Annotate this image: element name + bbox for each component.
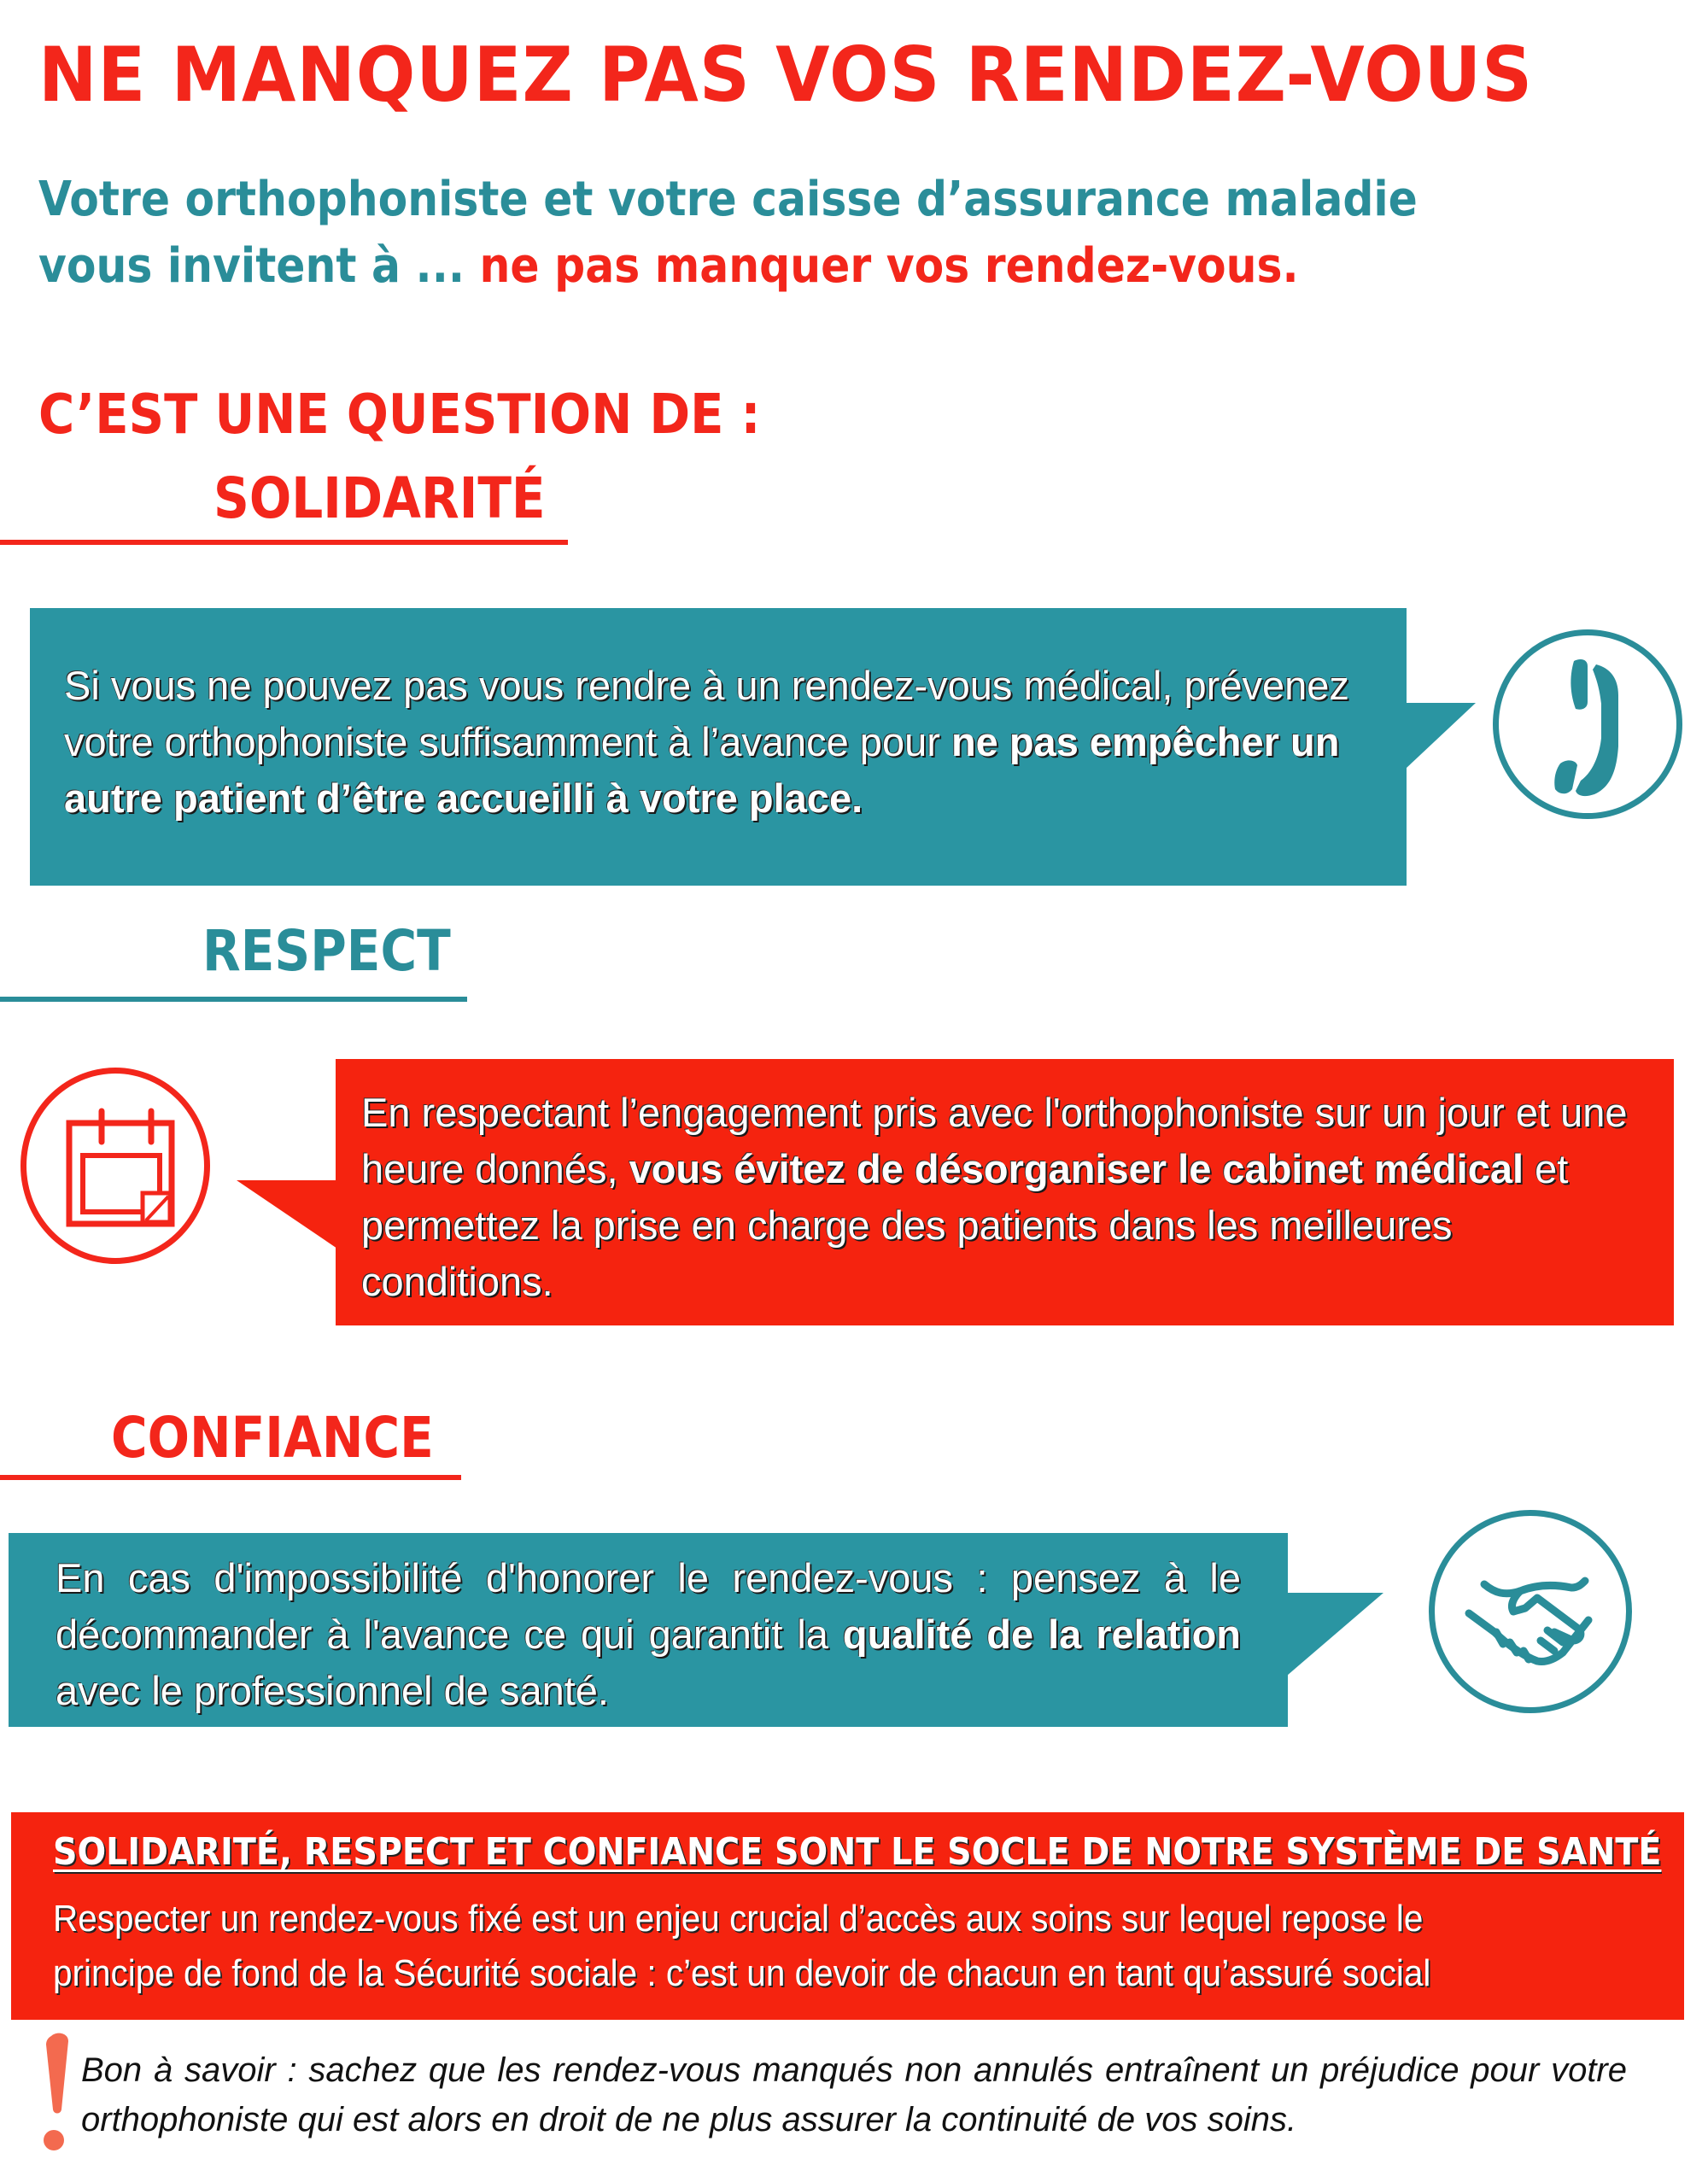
subtitle-line-1: Votre orthophoniste et votre caisse d’assurance maladie: [38, 172, 1418, 227]
callout-respect-pointer: [237, 1180, 337, 1249]
callout-confiance-text-2: avec le professionnel de santé.: [56, 1668, 609, 1713]
handshake-icon-circle: [1429, 1510, 1632, 1713]
callout-respect-bold: vous évitez de désorganiser le cabinet médical: [629, 1146, 1524, 1191]
section-divider-confiance: [0, 1475, 461, 1480]
callout-confiance-bold: qualité de la relation: [842, 1612, 1241, 1657]
calendar-icon-circle: [20, 1068, 210, 1264]
callout-solidarite-pointer: [1406, 703, 1476, 769]
question-heading: C’EST UNE QUESTION DE :: [38, 383, 761, 447]
section-divider-solidarite: [0, 540, 568, 545]
handshake-icon: [1435, 1516, 1626, 1707]
callout-solidarite-text: Si vous ne pouvez pas vous rendre à un rendez-vous médical, prévenez votre orthophoniste suffisamment à l’avance pour: [64, 663, 1349, 764]
page-title: NE MANQUEZ PAS VOS RENDEZ-VOUS: [38, 31, 1534, 119]
section-title-solidarite: SOLIDARITÉ: [214, 465, 546, 531]
subtitle-line-2: [38, 233, 1499, 300]
callout-respect-text-1: En respectant l’engagement pris avec l'orthophoniste sur un jour et une heure donnés,: [361, 1090, 1628, 1191]
subtitle-prefix: vous invitent à ...: [38, 238, 480, 294]
calendar-icon: [26, 1074, 204, 1258]
note-exclamation: [43, 2031, 72, 2159]
callout-solidarite: [30, 608, 1407, 886]
callout-solidarite-bold: ne pas empêcher un autre patient d’être accueilli à votre place.: [64, 719, 1340, 821]
callout-confiance-pointer: [1287, 1593, 1383, 1676]
page-subtitle: [38, 167, 1499, 300]
phone-icon-circle: [1493, 629, 1682, 819]
section-title-confiance: CONFIANCE: [111, 1405, 434, 1471]
section-divider-respect: [0, 997, 467, 1002]
section-title-respect: RESPECT: [202, 918, 451, 984]
callout-respect-text-2: et permettez la prise en charge des patients dans les meilleures conditions.: [361, 1146, 1569, 1304]
summary-banner-body: Respecter un rendez-vous fixé est un enjeu crucial d’accès aux soins sur lequel repose le principe de fond de la Sécurité sociale : c’est un devoir de chacun en tant qu’assuré social: [53, 1898, 1431, 1994]
phone-icon: [1499, 635, 1676, 813]
callout-confiance: [9, 1533, 1288, 1727]
subtitle-accent: ne pas manquer vos rendez-vous.: [479, 238, 1299, 294]
callout-confiance-text-1: En cas d'impossibilité d'honorer le rendez-vous : pensez à le décommander à l'avance ce qui garantit la: [56, 1555, 1241, 1657]
callout-respect: [336, 1059, 1674, 1325]
note-text: Bon à savoir : sachez que les rendez-vous manqués non annulés entraînent un préjudice pour votre orthophoniste qui est alors en droit de ne plus assurer la continuité de vos soins.: [81, 2051, 1627, 2139]
exclamation-icon: [43, 2031, 72, 2155]
summary-banner-heading: SOLIDARITÉ, RESPECT ET CONFIANCE SONT LE SOCLE DE NOTRE SYSTÈME DE SANTÉ: [53, 1830, 1662, 1874]
